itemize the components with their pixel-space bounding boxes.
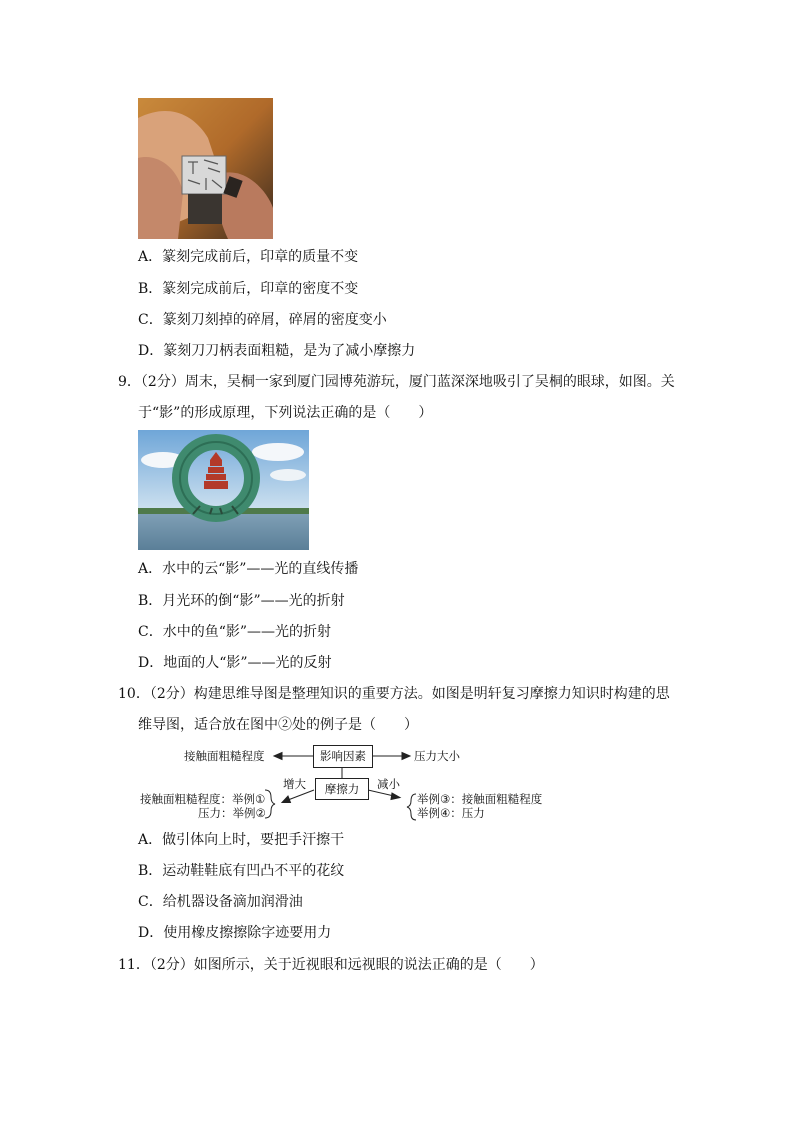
mindmap-left-line2: 压力：举例②: [198, 806, 266, 820]
mindmap-increase-label: 增大: [283, 777, 306, 791]
q9-option-b: B．月光环的倒“影”——光的折射: [138, 593, 345, 609]
q10-option-d: D．使用橡皮擦擦除字迹要用力: [138, 925, 332, 941]
q8-option-c: C．篆刻刀刻掉的碎屑，碎屑的密度变小: [138, 312, 387, 328]
q10-stem-line1: 10．（2分）构建思维导图是整理知识的重要方法。如图是明轩复习摩擦力知识时构建的思: [118, 686, 670, 702]
mindmap-left-top: 接触面粗糙程度: [184, 749, 265, 763]
q11-stem: 11．（2分）如图所示，关于近视眼和远视眼的说法正确的是（ ）: [118, 957, 544, 973]
q9-option-c: C．水中的鱼“影”——光的折射: [138, 624, 332, 640]
mindmap-right-line1: 举例③：接触面粗糙程度: [417, 792, 543, 806]
mindmap-factors-box: 影响因素: [313, 745, 373, 768]
mindmap-friction-box: 摩擦力: [315, 778, 369, 800]
seal-carving-photo: [138, 98, 273, 239]
friction-mind-map: [138, 742, 568, 824]
mindmap-right-top: 压力大小: [414, 749, 460, 763]
q9-stem-line1: 9．（2分）周末，吴桐一家到厦门园博苑游玩，厦门蓝深深地吸引了吴桐的眼球，如图。关: [118, 374, 675, 390]
q8-option-a: A．篆刻完成前后，印章的质量不变: [138, 249, 359, 265]
moon-ring-photo: [138, 430, 309, 550]
q9-option-a: A．水中的云“影”——光的直线传播: [138, 561, 359, 577]
q10-option-b: B．运动鞋鞋底有凹凸不平的花纹: [138, 863, 345, 879]
q9-option-d: D．地面的人“影”——光的反射: [138, 655, 332, 671]
q8-option-d: D．篆刻刀刀柄表面粗糙，是为了减小摩擦力: [138, 343, 416, 359]
mindmap-right-line2: 举例④：压力: [417, 806, 485, 820]
mindmap-left-line1: 接触面粗糙程度：举例①: [140, 792, 266, 806]
q10-option-c: C．给机器设备滴加润滑油: [138, 894, 303, 910]
q9-stem-line2: 于“影”的形成原理，下列说法正确的是（ ）: [138, 405, 433, 421]
mindmap-decrease-label: 减小: [377, 777, 400, 791]
q8-option-b: B．篆刻完成前后，印章的密度不变: [138, 281, 359, 297]
q10-stem-line2: 维导图，适合放在图中②处的例子是（ ）: [138, 717, 418, 733]
q10-option-a: A．做引体向上时，要把手汗擦干: [138, 832, 345, 848]
